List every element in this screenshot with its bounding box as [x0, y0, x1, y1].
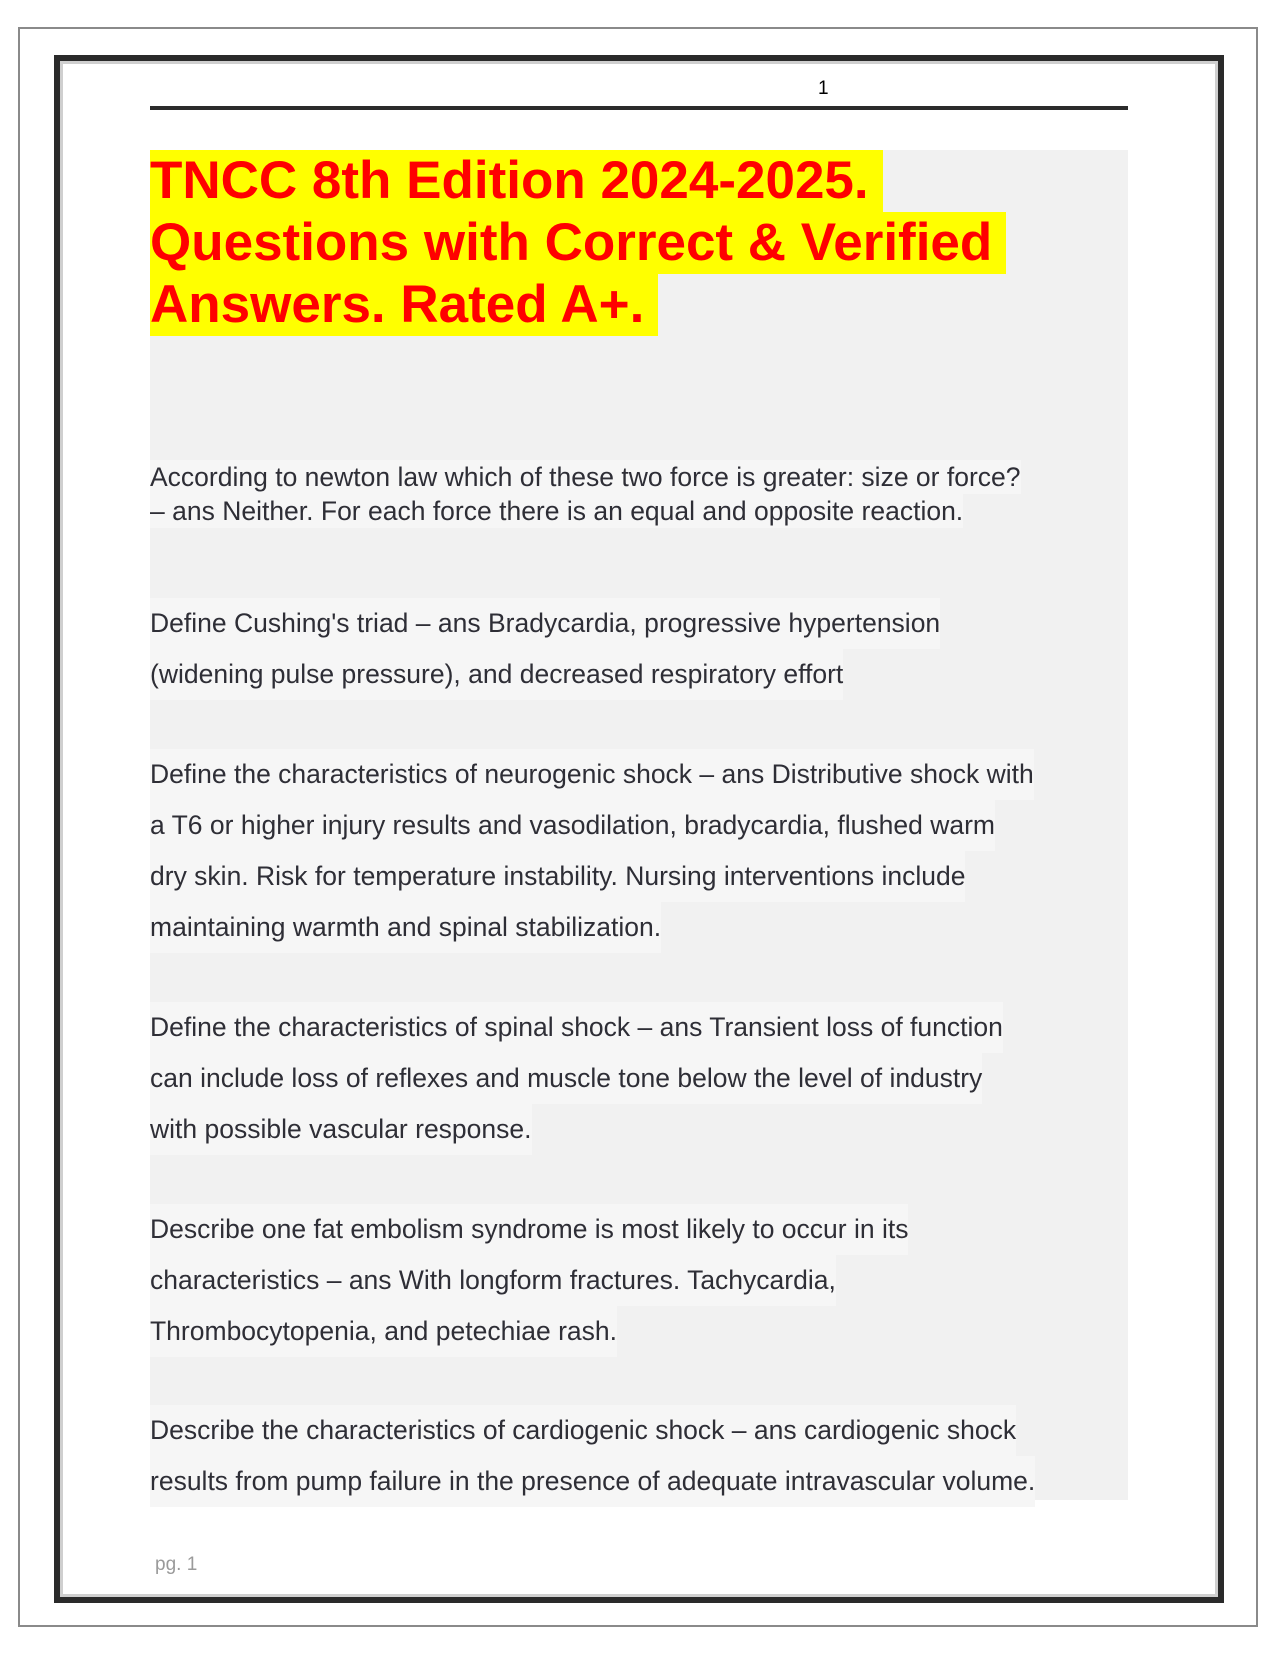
text-line: a T6 or higher injury results and vasodilation, bradycardia, flushed warm: [150, 800, 995, 851]
question-item: [150, 749, 1128, 953]
text-line: – ans Neither. For each force there is an equal and opposite reaction.: [150, 496, 964, 526]
document-title: [150, 150, 1128, 336]
question-item: [150, 1405, 1128, 1507]
text-line: results from pump failure in the presence of adequate intravascular volume.: [150, 1456, 1035, 1507]
text-line: Describe one fat embolism syndrome is most likely to occur in its: [150, 1204, 908, 1255]
text-line: Thrombocytopenia, and petechiae rash.: [150, 1306, 617, 1357]
title-line: Answers. Rated A+.: [150, 274, 658, 336]
title-line: TNCC 8th Edition 2024-2025.: [150, 150, 883, 212]
text-line: Describe the characteristics of cardiogenic shock – ans cardiogenic shock: [150, 1405, 1016, 1456]
text-line: can include loss of reflexes and muscle tone below the level of industry: [150, 1053, 982, 1104]
header-rule: [150, 106, 1128, 110]
text-line: maintaining warmth and spinal stabilization.: [150, 902, 661, 953]
text-line: Define the characteristics of neurogenic shock – ans Distributive shock with: [150, 749, 1034, 800]
text-line: According to newton law which of these two force is greater: size or force?: [150, 462, 1021, 492]
text-line: characteristics – ans With longform fractures. Tachycardia,: [150, 1255, 836, 1306]
text-line: Define Cushing's triad – ans Bradycardia, progressive hypertension: [150, 598, 940, 649]
question-item: [150, 1204, 1128, 1357]
question-item: [150, 598, 1128, 700]
header-page-number: 1: [818, 78, 829, 99]
text-line: dry skin. Risk for temperature instability. Nursing interventions include: [150, 851, 965, 902]
text-line: with possible vascular response.: [150, 1104, 532, 1155]
text-line: (widening pulse pressure), and decreased respiratory effort: [150, 649, 843, 700]
question-item: [150, 460, 1128, 528]
question-item: [150, 1002, 1128, 1155]
text-line: Define the characteristics of spinal shock – ans Transient loss of function: [150, 1002, 1003, 1053]
title-line: Questions with Correct & Verified: [150, 212, 1006, 274]
footer-page-label: pg. 1: [155, 1554, 198, 1575]
